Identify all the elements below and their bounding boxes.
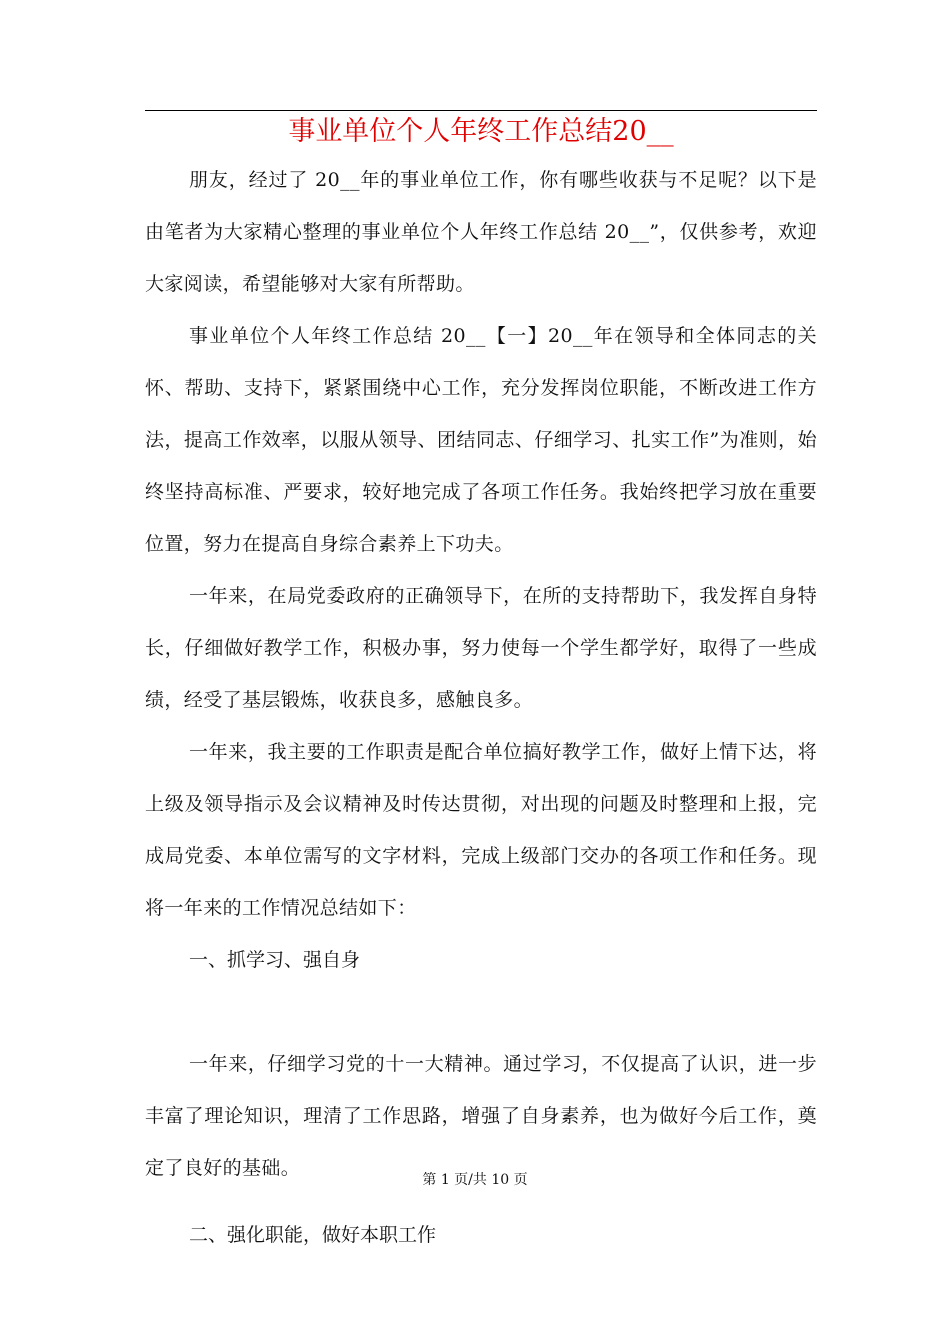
paragraph-summary-one: 事业单位个人年终工作总结 20__【一】20__年在领导和全体同志的关怀、帮助、支持下，紧紧围绕中心工作，充分发挥岗位职能，不断改进工作方法，提高工作效率，以服从领导、团结同志、仔细学习、扎实工作”为准则，始终坚持高标准、严要求，较好地完成了各项工作任务。我始终把学习放在重要位置，努力在提高自身综合素养上下功夫。 [145,325,817,555]
paragraph-intro: 朋友，经过了 20__年的事业单位工作，你有哪些收获与不足呢？以下是由笔者为大家精心整理的事业单位个人年终工作总结 20__”，仅供参考，欢迎大家阅读，希望能够对大家有所帮助。 [145,169,817,295]
page-number: 第 1 页/共 10 页 [422,1172,528,1188]
header-rule [145,110,817,111]
section-heading-2: 二、强化职能，做好本职工作 [189,1224,437,1246]
section-heading-1: 一、抓学习、强自身 [189,949,361,971]
paragraph-duties: 一年来，我主要的工作职责是配合单位搞好教学工作，做好上情下达，将上级及领导指示及会议精神及时传达贯彻，对出现的问题及时整理和上报，完成局党委、本单位需写的文字材料，完成上级部门交办的各项工作和任务。现将一年来的工作情况总结如下： [145,741,817,919]
paragraph-year-review: 一年来，在局党委政府的正确领导下，在所的支持帮助下，我发挥自身特长，仔细做好教学工作，积极办事，努力使每一个学生都学好，取得了一些成绩，经受了基层锻炼，收获良多，感触良多。 [145,585,817,711]
paragraph-study: 一年来，仔细学习党的十一大精神。通过学习，不仅提高了认识，进一步丰富了理论知识，理清了工作思路，增强了自身素养，也为做好今后工作，奠定了良好的基础。 [145,1053,817,1179]
document-title: 事业单位个人年终工作总结20__ [288,116,674,147]
